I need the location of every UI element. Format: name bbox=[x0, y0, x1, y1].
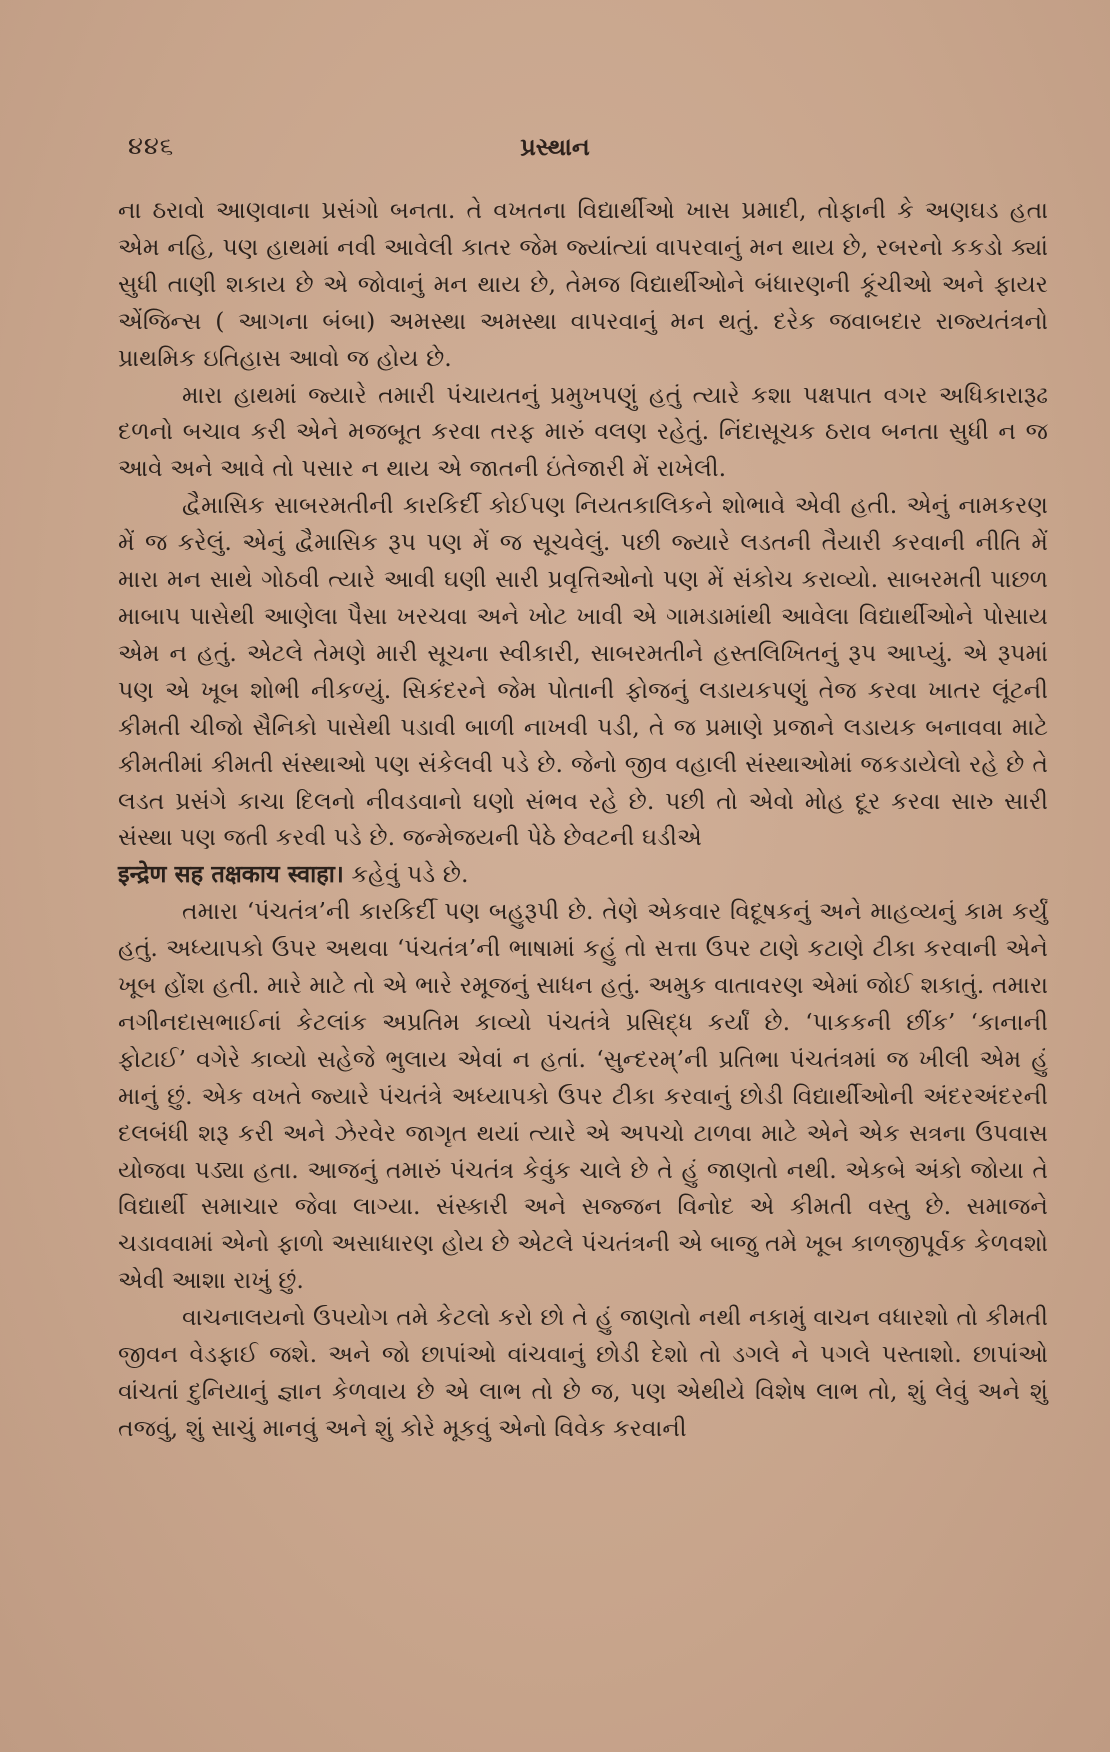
running-title: પ્રસ્થાન bbox=[520, 132, 590, 161]
page-number: ૪૪૬ bbox=[128, 132, 175, 160]
paragraph-2: મારા હાથમાં જ્યારે તમારી પંચાયતનું પ્રમુખપણું હતું ત્યારે કશા પક્ષપાત વગર અધિકારારૂઢ દળનો બચાવ કરી એને મજબૂત કરવા તરફ મારું વલણ રહેતું. નિંદાસૂચક ઠરાવ બનતા સુધી ન જ આવે અને આવે તો પસાર ન થાય એ જાતની ઇંતેજારી મેં રાખેલી. bbox=[118, 380, 1048, 483]
paragraph-4-text: કહેવું પડે છે. bbox=[343, 860, 469, 889]
sanskrit-quote: इन्द्रेण सह तक्षकाय स्वाहा। bbox=[118, 860, 344, 889]
paragraph-5: તમારા ‘પંચતંત્ર’ની કારકિર્દી પણ બહુરૂપી છે. તેણે એકવાર વિદૂષકનું અને માહવ્યનું કામ કર્યું હતું. અધ્યાપકો ઉપર અથવા ‘પંચતંત્ર’ની ભાષામાં કહું તો સત્તા ઉપર ટાણે કટાણે ટીકા કરવાની એને ખૂબ હોંશ હતી. મારે માટે તો એ ભારે રમૂજનું સાધન હતું. અમુક વાતાવરણ એમાં જોઈ શકાતું. તમારા નગીનદાસભાઈનાં કેટલાંક અપ્રતિમ કાવ્યો પંચતંત્રે પ્રસિદ્ધ કર્યાં છે. ‘પાકકની છીંક’ ‘કાનાની ફોટાઈ’ વગેરે કાવ્યો સહેજે ભુલાય એવાં ન હતાં. ‘સુન્દરમ્’ની પ્રતિભા પંચતંત્રમાં જ ખીલી એમ હું માનું છું. એક વખતે જ્યારે પંચતંત્રે અધ્યાપકો ઉપર ટીકા કરવાનું છોડી વિદ્યાર્થીઓની અંદરઅંદરની દલબંધી શરૂ કરી અને ઝેરવેર જાગૃત થયાં ત્યારે એ અપચો ટાળવા માટે એને એક સત્રના ઉપવાસ યોજવા પડ્યા હતા. આજનું તમારું પંચતંત્ર કેવુંક ચાલે છે તે હું જાણતો નથી. એકબે અંકો જોયા તે વિદ્યાર્થી સમાચાર જેવા લાગ્યા. સંસ્કારી અને સજ્જન વિનોદ એ કીમતી વસ્તુ છે. સમાજને ચડાવવામાં એનો ફાળો અસાધારણ હોય છે એટલે પંચતંત્રની એ બાજુ તમે ખૂબ કાળજીપૂર્વક કેળવશો એવી આશા રાખું છું. bbox=[118, 897, 1048, 1295]
paragraph-3: દ્વૈમાસિક સાબરમતીની કારકિર્દી કોઈપણ નિયતકાલિકને શોભાવે એવી હતી. એનું નામકરણ મેં જ કરેલું. એનું દ્વૈમાસિક રૂપ પણ મેં જ સૂચવેલું. પછી જ્યારે લડતની તૈયારી કરવાની નીતિ મેં મારા મન સાથે ગોઠવી ત્યારે આવી ઘણી સારી પ્રવૃત્તિઓનો પણ મેં સંકોચ કરાવ્યો. સાબરમતી પાછળ માબાપ પાસેથી આણેલા પૈસા ખરચવા અને ખોટ ખાવી એ ગામડામાંથી આવેલા વિદ્યાર્થીઓને પોસાય એમ ન હતું. એટલે તેમણે મારી સૂચના સ્વીકારી, સાબરમતીને હસ્તલિખિતનું રૂપ આપ્યું. એ રૂપમાં પણ એ ખૂબ શોભી નીકળ્યું. સિકંદરને જેમ પોતાની ફોજનું લડાયકપણું તેજ કરવા ખાતર લૂંટની કીમતી ચીજો સૈનિકો પાસેથી પડાવી બાળી નાખવી પડી, તે જ પ્રમાણે પ્રજાને લડાયક બનાવવા માટે કીમતીમાં કીમતી સંસ્થાઓ પણ સંકેલવી પડે છે. જેનો જીવ વહાલી સંસ્થાઓમાં જકડાયેલો રહે છે તે લડત પ્રસંગે કાચા દિલનો નીવડવાનો ઘણો સંભવ રહે છે. પછી તો એવો મોહ દૂર કરવા સારુ સારી સંસ્થા પણ જતી કરવી પડે છે. જન્મેજયની પેઠે છેવટની ઘડીએ bbox=[118, 491, 1048, 852]
paragraph-4 bbox=[118, 856, 1048, 893]
paragraph-1: ના ઠરાવો આણવાના પ્રસંગો બનતા. તે વખતના વિદ્યાર્થીઓ ખાસ પ્રમાદી, તોફાની કે અણઘડ હતા એમ નહિ, પણ હાથમાં નવી આવેલી કાતર જેમ જ્યાંત્યાં વાપરવાનું મન થાય છે, રબરનો કકડો ક્યાં સુધી તાણી શકાય છે એ જોવાનું મન થાય છે, તેમજ વિદ્યાર્થીઓને બંધારણની કૂંચીઓ અને ફાયર એંજિન્સ ( આગના બંબા) અમસ્થા અમસ્થા વાપરવાનું મન થતું. દરેક જવાબદાર રાજ્યતંત્રનો પ્રાથમિક ઇતિહાસ આવો જ હોય છે. bbox=[118, 196, 1048, 372]
page-header bbox=[0, 132, 1110, 168]
paragraph-6: વાચનાલયનો ઉપયોગ તમે કેટલો કરો છો તે હું જાણતો નથી નકામું વાચન વધારશો તો કીમતી જીવન વેડફાઈ જશે. અને જો છાપાંઓ વાંચવાનું છોડી દેશો તો ડગલે ને પગલે પસ્તાશો. છાપાંઓ વાંચતાં દુનિયાનું જ્ઞાન કેળવાય છે એ લાભ તો છે જ, પણ એથીયે વિશેષ લાભ તો, શું લેવું અને શું તજવું, શું સાચું માનવું અને શું કોરે મૂકવું એનો વિવેક કરવાની bbox=[118, 1303, 1048, 1442]
body-text bbox=[118, 192, 1048, 1447]
